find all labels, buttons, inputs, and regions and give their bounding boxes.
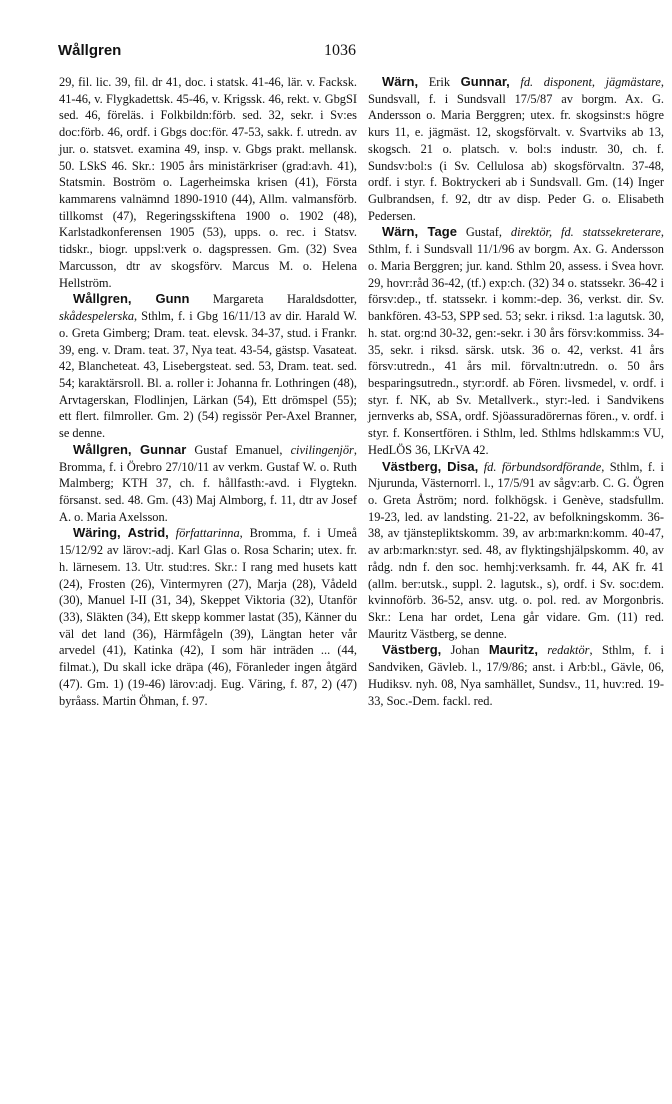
entry-given-names: Gustaf, <box>456 225 511 240</box>
entry-occupation: fd. förbundsordförande <box>483 459 602 474</box>
running-headword: Wållgren <box>58 42 122 59</box>
left-column <box>59 74 357 709</box>
entry-given-names-2 <box>538 643 547 657</box>
entry-vastberg-mauritz <box>368 642 664 709</box>
entry-given-names: Gustaf Emanuel, <box>186 442 291 457</box>
entry-warn-tage <box>368 224 664 458</box>
entry-given-names: Johan <box>441 643 489 658</box>
entry-text: , Sthlm, f. i Njurunda, Västernorrl. l., 17/5/91 av sågv:arb. C. G. Ögren o. Greta Åström; nord. folkhögsk. i Genève, stadsfullm. 19-23, led. av landsting. 21-22, av befolkningskomm. 36-38, av tjänstepliktskomm. 39, av arb:markn:komm. 40-47, av arb:markn:styr. sed. 48, av flyktingshjälpskomm. 40, av rådg. ndn f. den soc. hemhj:verksamh. fr. 44, AK fr. 41 (allm. ber:utsk., suppl. 2. lagutsk., s), ordf. i Sv. soc:dem. kvinnoförb. 36-52, ansv. utg. o. pol. red. av Morgonbris. Skr.: Lena har ordet, Lena går vidare. Gm. (11) red. Mauritz Västberg, se denne. <box>368 459 664 641</box>
entry-name: Wärn, Tage <box>382 224 457 240</box>
entry-text: , Sthlm, f. i Sundsvall 11/1/96 av borgm. Ax. G. Andersson o. Maria Berggren; jur. kand. Sthlm 20, assess. i Svea hovr. 29, hovr:råd 36-42, (tf.) exp:ch. (32) 34 o. statssekr. 36-42 i försv:dep., tf. statssekr. i komm:-dep. 36, verkst. dir. Sv. bankfören. 43-53, SPP sed. 53; sekr. i riksd. 1:a lagutsk. 30, h. stat. org:nd 30-32, gen:-sekr. i 30 års försv:kommiss. 34-35, sekr. i riksd. särsk. utsk. 36 o. 42, verkst. 41 års försv:utredn., 41 års mil. förvaltn:utredn. o. 50 års besparingsutredn., styr:ordf. ab Fören. livsmedel, v. ordf. i styr. f. NK, ab Sv. Metallverk., styr:-led. i Sandvikens jernverks ab, SSA, ordf. Sjöassuradörernas fören., v. ordf. i styr. f. Konsertfören. i Sthlm, led. Sthlms hdlskamm:s VU, HedLÖS 36, LKrVA 42. <box>368 225 665 457</box>
entry-text: , Sthlm, f. i Gbg 16/11/13 av dir. Harald W. o. Greta Gimberg; Dram. teat. elevsk. 34-37, stud. i Frankr. 39, eng. v. Dram. teat. 37, Nya teat. 43-54, gästsp. Vasateat. 42, Blancheteat. 43, Lisebergsteat. sed. 53, Dram. teat. sed. 54; karaktärsroll. Bl. a. roller i: Johanna fr. Lothringen (48), Arvtagerskan, Flodlinjen, Lärkan (54), Ett drömspel (55); ett flert. filmroller. Gm. 2) (54) regissör Per-Axel Branner, se denne. <box>59 309 357 441</box>
entry-occupation: civilingenjör <box>290 442 354 457</box>
entry-given-names: Margareta Haraldsdotter, <box>189 292 357 307</box>
entry-wallgren-gunnar <box>59 442 357 526</box>
entry-occupation: fd. disponent, jägmästare <box>520 75 661 89</box>
entry-text: , Bromma, f. i Örebro 27/10/11 av verkm. Gustaf W. o. Ruth Malmberg; KTH 37, ch. f. hållfasth:-avd. i Flygtekn. försanst. sed. 48. Gm. (43) Maj Almborg, f. 11, dtr av Josef A. o. Maria Axelsson. <box>59 442 357 524</box>
entry-occupation: skådespelerska <box>59 309 135 324</box>
entry-given-names <box>169 526 176 540</box>
entry-name: Wärn, <box>382 74 419 89</box>
right-column <box>368 74 664 709</box>
entry-vastberg-disa <box>368 459 664 643</box>
entry-given-names: Erik <box>418 75 461 89</box>
entry-name-called: Gunnar, <box>460 74 510 89</box>
continuation-paragraph: 29, fil. lic. 39, fil. dr 41, doc. i statsk. 41-46, lär. v. Facksk. 41-46, v. Flygkadettsk. 45-46, v. Krigssk. 46, rekt. v. GbgSI sed. 46, föreläs. i Folkbildn:förb. sed. 32, sekr. i Sv:es doc:förb. 46, ordf. i Gbgs doc:för. 47-53, sakk. f. utredn. av jur. o. statsvet. examina 49, insp. v. Gbgs prakt. mellansk. 50. LSkS 46. Skr.: 1905 års ministärkriser (grad:avh. 41), Statsmin. Boström o. Lagerheimska krisen (41), Första kammarens valnämnd 1890-1910 (44), Allm. valmansförb. tillkomst (47), Regeringsskiftena 1900 o. 1902 (48), Karlstadkonferensen 1905 (53), upps. o. rec. i Statsv. tidskr., biogr. uppsl:verk o. dagspressen. Gm. (32) Svea Marcusson, dtr av skogsförv. Marcus M. o. Helena Hellström. <box>59 75 357 290</box>
entry-name: Wållgren, Gunn <box>73 291 190 307</box>
entry-name-called: Mauritz, <box>488 642 538 658</box>
entry-wallgren-gunn <box>59 291 357 441</box>
page-number: 1036 <box>324 42 356 59</box>
entry-name: Wäring, Astrid, <box>73 525 169 541</box>
entry-occupation: direktör, fd. statssekreterare <box>510 225 661 240</box>
entry-occupation: redaktör <box>547 643 590 658</box>
entry-name: Västberg, Disa, <box>382 458 479 474</box>
entry-text: , Sundsvall, f. i Sundsvall 17/5/87 av borgm. Ax. G. Andersson o. Maria Berggren; utex. fr. skogsinst:s högre kurs 11, e. jägmäst. 12, skogsförvalt. v. Svartviks ab 13, skogsch. 21 o. platsch. v. bol:s industr. 30, ch. f. Sundsv:bol:s (i Sv. Cellulosa ab) skogsförvaltn. 37-48, ordf. i styr. f. Boktryckeri ab i Sundsvall. Gm. (14) Inger Gulbrandsen, f. 92, dtr av disp. Peder G. o. Elisabeth Pedersen. <box>368 75 665 223</box>
entry-name: Västberg, <box>382 642 442 658</box>
entry-occupation: författarinna <box>175 526 240 541</box>
entry-text: , Sthlm, f. i Sandviken, Gävleb. l., 17/9/86; anst. i Arb:bl., Gävle, 06, Hudiksv. nyh. 08, Nya samhället, Sundsv., 11, huv:red. 19-33, Soc.-Dem. fackl. red. <box>368 643 664 708</box>
entry-name: Wållgren, Gunnar <box>73 441 187 457</box>
page-header <box>38 42 642 66</box>
entry-text: , Bromma, f. i Umeå 15/12/92 av lärov:-adj. Karl Glas o. Rosa Scharin; utex. fr. h. lärnesem. 13. Utr. stud:res. Skr.: I rang med husets katt (24), Frosten (26), Vintermyren (27), Marja (28), Vådeld (30), Manuel I-II (31, 34), Skeppet Viktoria (32), Utanför (33), Släkten (34), Ett skepp kommer lastat (35), Känner du väl det land (36), Härmfågeln (39), Längtan heter vår arvedel (41), Katinka (42), I som här inträden ... (44, filmat.), Du skall icke dräpa (46), Föranleder ingen åtgärd (47). Gm. 1) (19-46) lärov:adj. Eug. Väring, f. 87, 2) (47) byråass. Martin Öhman, f. 97. <box>59 526 357 708</box>
entry-warn-gunnar <box>368 74 664 224</box>
entry-given-names-2 <box>510 75 521 89</box>
entry-waring-astrid <box>59 525 357 709</box>
